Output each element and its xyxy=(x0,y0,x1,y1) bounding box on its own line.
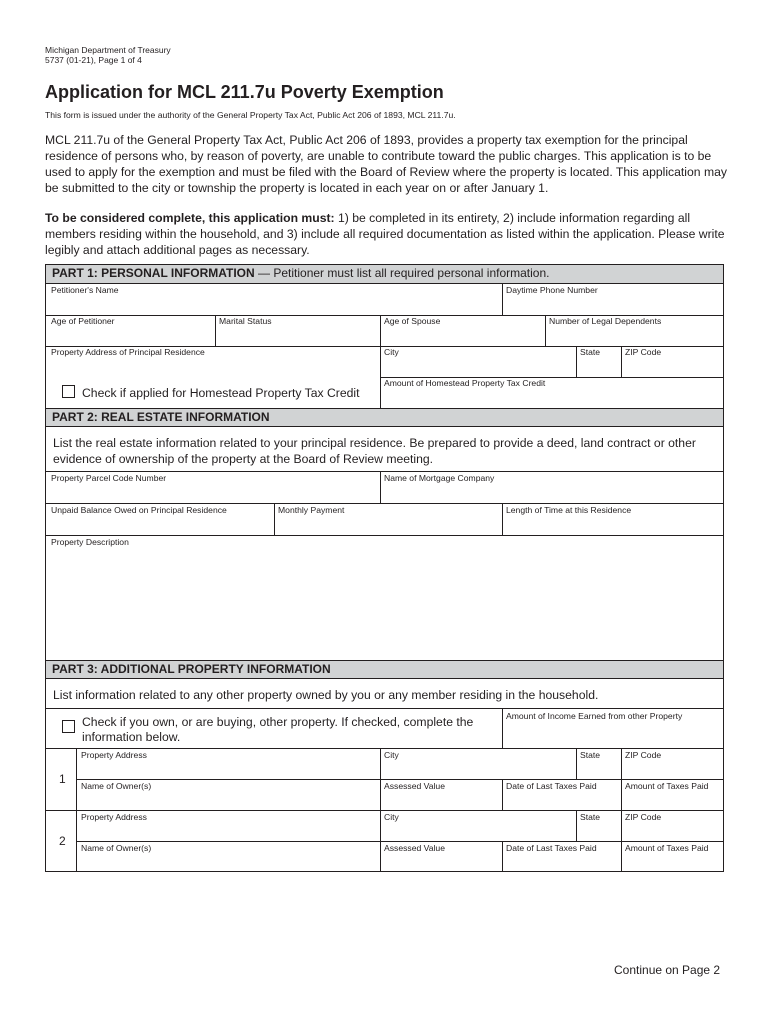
completeness-rest: 1) be completed in its entirety, 2) include information regarding all members residing within the household, and 3) include all required documentation as listed within the application. Please write legibly and attach additional pages as necessary. xyxy=(45,211,725,257)
length-of-time-field[interactable]: Length of Time at this Residence xyxy=(506,505,632,515)
other-property-check-label: Check if you own, or are buying, other property. If checked, complete the information below. xyxy=(82,715,474,744)
row2-state-field[interactable]: State xyxy=(580,812,601,822)
marital-status-field[interactable]: Marital Status xyxy=(219,316,272,326)
row2-property-address-field[interactable]: Property Address xyxy=(81,812,147,822)
daytime-phone-field[interactable]: Daytime Phone Number xyxy=(506,285,598,295)
monthly-payment-field[interactable]: Monthly Payment xyxy=(278,505,345,515)
part3-title: PART 3: ADDITIONAL PROPERTY INFORMATION xyxy=(52,662,331,676)
row1-zip-field[interactable]: ZIP Code xyxy=(625,750,662,760)
authority-note: This form is issued under the authority of the General Property Tax Act, Public Act 206 of 1893, MCL 211.7u. xyxy=(45,110,456,120)
row1-owners-field[interactable]: Name of Owner(s) xyxy=(81,781,152,791)
age-spouse-field[interactable]: Age of Spouse xyxy=(384,316,441,326)
homestead-check-label: Check if applied for Homestead Property Tax Credit xyxy=(82,386,360,400)
unpaid-balance-field[interactable]: Unpaid Balance Owed on Principal Residence xyxy=(51,505,227,515)
part1-header xyxy=(46,265,723,284)
property-address-field[interactable]: Property Address of Principal Residence xyxy=(51,347,205,357)
homestead-checkbox[interactable] xyxy=(62,385,75,398)
row-number-1: 1 xyxy=(59,772,66,786)
row2-owners-field[interactable]: Name of Owner(s) xyxy=(81,843,152,853)
page-title: Application for MCL 211.7u Poverty Exemption xyxy=(45,82,444,102)
completeness-lead: To be considered complete, this application must: xyxy=(45,211,335,225)
mortgage-company-field[interactable]: Name of Mortgage Company xyxy=(384,473,495,483)
income-other-field[interactable]: Amount of Income Earned from other Property xyxy=(506,711,683,721)
row2-assessed-field[interactable]: Assessed Value xyxy=(384,843,445,853)
zip-field[interactable]: ZIP Code xyxy=(625,347,662,357)
homestead-amount-field[interactable]: Amount of Homestead Property Tax Credit xyxy=(384,378,546,388)
row2-amount-paid-field[interactable]: Amount of Taxes Paid xyxy=(625,843,709,853)
row1-city-field[interactable]: City xyxy=(384,750,399,760)
property-description-field[interactable]: Property Description xyxy=(51,537,129,547)
part2-instructions: List the real estate information related to your principal residence. Be prepared to provide a deed, land contract or other evidence of ownership of the property at the Board of Review meeting. xyxy=(53,436,696,466)
intro-paragraph: MCL 211.7u of the General Property Tax Act, Public Act 206 of 1893, provides a property tax exemption for the principal residence of persons who, by reason of poverty, are unable to contribute toward the public charges. This application is to be used to apply for the exemption and must be filed with the Board of Review where the property is located. This application may be submitted to the city or township the property is located in each year on or after January 1. xyxy=(45,133,727,195)
part3-header xyxy=(46,660,723,679)
row1-assessed-field[interactable]: Assessed Value xyxy=(384,781,445,791)
other-property-checkbox[interactable] xyxy=(62,720,75,733)
header-department: Michigan Department of Treasury xyxy=(45,45,171,55)
petitioner-name-field[interactable]: Petitioner's Name xyxy=(51,285,119,295)
continue-footer: Continue on Page 2 xyxy=(614,963,721,977)
legal-dependents-field[interactable]: Number of Legal Dependents xyxy=(549,316,662,326)
row2-zip-field[interactable]: ZIP Code xyxy=(625,812,662,822)
part1-title: PART 1: PERSONAL INFORMATION xyxy=(52,266,255,280)
part2-header xyxy=(46,408,723,427)
row2-date-paid-field[interactable]: Date of Last Taxes Paid xyxy=(506,843,597,853)
row1-property-address-field[interactable]: Property Address xyxy=(81,750,147,760)
row-number-2: 2 xyxy=(59,834,66,848)
part3-instructions: List information related to any other property owned by you or any member residing in the household. xyxy=(53,688,599,702)
row1-state-field[interactable]: State xyxy=(580,750,601,760)
row1-date-paid-field[interactable]: Date of Last Taxes Paid xyxy=(506,781,597,791)
parcel-code-field[interactable]: Property Parcel Code Number xyxy=(51,473,167,483)
row1-amount-paid-field[interactable]: Amount of Taxes Paid xyxy=(625,781,709,791)
state-field[interactable]: State xyxy=(580,347,601,357)
age-petitioner-field[interactable]: Age of Petitioner xyxy=(51,316,115,326)
header-form-ref: 5737 (01-21), Page 1 of 4 xyxy=(45,55,142,65)
city-field[interactable]: City xyxy=(384,347,399,357)
completeness-paragraph xyxy=(45,210,730,258)
part2-title: PART 2: REAL ESTATE INFORMATION xyxy=(52,410,270,424)
row2-city-field[interactable]: City xyxy=(384,812,399,822)
application-form xyxy=(45,264,724,872)
part1-subtitle: — Petitioner must list all required personal information. xyxy=(254,266,550,280)
